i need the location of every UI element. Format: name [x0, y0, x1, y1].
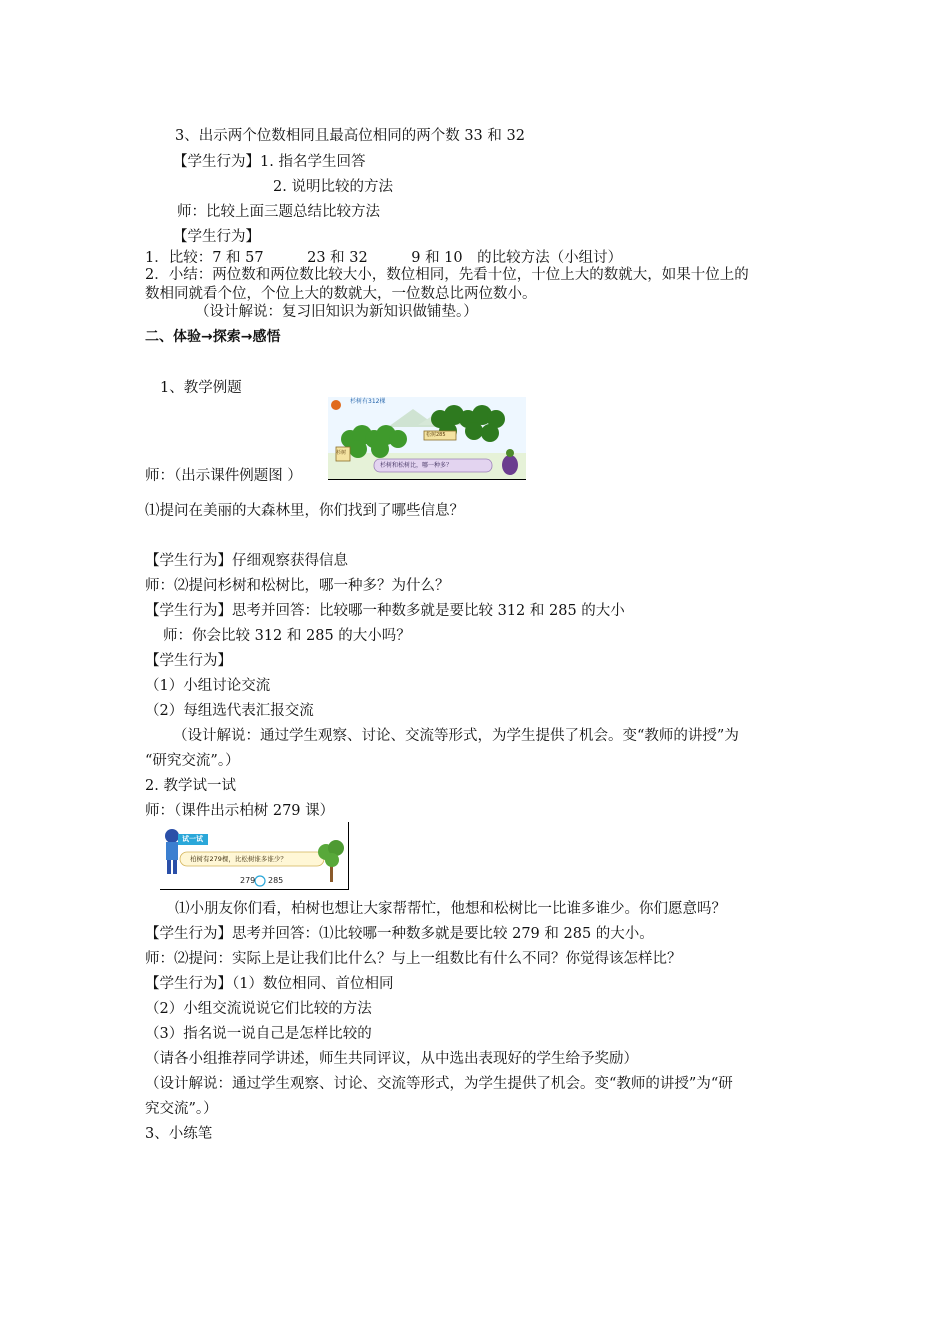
- text-line: 【学生行为】思考并回答：⑴比较哪一种数多就是要比较 279 和 285 的大小。: [145, 926, 654, 942]
- figure-underline: [328, 479, 526, 480]
- text-line: 2．小结：两位数和两位数比较大小，数位相同，先看十位，十位上大的数就大，如果十位上的: [145, 267, 749, 283]
- figure-sign-left: 杉树: [336, 450, 347, 456]
- figure-sign-right: 松树285: [426, 432, 446, 438]
- text-line: 师：你会比较 312 和 285 的大小吗？: [163, 628, 411, 644]
- text-line: （请各小组推荐同学讲述，师生共同评议，从中选出表现好的学生给予奖励）: [145, 1051, 638, 1067]
- section-heading: 二、体验→探索→感悟: [145, 329, 281, 345]
- text-line: 1．比较：7 和 57 23 和 32 9 和 10 的比较方法（小组讨）: [145, 250, 623, 266]
- try-it-figure: [160, 822, 348, 890]
- text-line: 师：（课件出示柏树 279 课）: [145, 803, 335, 819]
- text-line: 师：⑵提问：实际上是让我们比什么？与上一组数比有什么不同？你觉得该怎样比？: [145, 951, 682, 967]
- text-line: 【学生行为】: [145, 653, 232, 669]
- text-line: （2）每组选代表汇报交流: [145, 703, 314, 719]
- text-line: 师：⑵提问杉树和松树比，哪一种多？为什么？: [145, 578, 450, 594]
- text-line: 【学生行为】1. 指名学生回答: [173, 154, 366, 170]
- text-line: ⑴小朋友你们看，柏树也想让大家帮帮忙，他想和松树比一比谁多谁少。你们愿意吗？: [175, 901, 726, 917]
- try-it-question: 柏树有279棵，比松树谁多谁少？: [190, 855, 287, 863]
- text-line: （设计解说：复习旧知识为新知识做铺垫。）: [195, 304, 478, 320]
- text-line: 2. 说明比较的方法: [273, 179, 393, 195]
- text-line: （2）小组交流说说它们比较的方法: [145, 1001, 372, 1017]
- text-line: 2. 教学试一试: [145, 778, 236, 794]
- text-line: 究交流”。）: [145, 1101, 218, 1117]
- text-line: （设计解说：通过学生观察、讨论、交流等形式，为学生提供了机会。变“教师的讲授”为“研: [145, 1076, 733, 1092]
- forest-example-figure: [328, 397, 526, 479]
- try-it-tab: 试一试: [182, 835, 203, 843]
- text-line: 师：比较上面三题总结比较方法: [177, 204, 380, 220]
- figure-question-bubble: 杉树和松树比，哪一种多？: [380, 462, 453, 469]
- text-line: 数相同就看个位，个位上大的数就大，一位数总比两位数小。: [145, 286, 537, 302]
- text-line: 1、教学例题: [160, 380, 242, 396]
- text-line: 【学生行为】思考并回答：比较哪一种数多就是要比较 312 和 285 的大小: [145, 603, 625, 619]
- text-line: 【学生行为】: [173, 229, 260, 245]
- figure-top-label: 杉树有312棵: [350, 398, 386, 405]
- text-line: （设计解说：通过学生观察、讨论、交流等形式，为学生提供了机会。变“教师的讲授”为: [173, 728, 739, 744]
- figure-border-right: [348, 822, 349, 890]
- text-line: 师：（出示课件例题图 ）: [145, 468, 302, 484]
- text-line: ⑴提问在美丽的大森林里，你们找到了哪些信息？: [145, 503, 464, 519]
- text-line: “研究交流”。）: [145, 753, 240, 769]
- compare-left-value: 279: [240, 876, 256, 885]
- text-line: 3、出示两个位数相同且最高位相同的两个数 33 和 32: [175, 128, 525, 144]
- text-line: 3、小练笔: [145, 1126, 213, 1142]
- text-line: （3）指名说一说自己是怎样比较的: [145, 1026, 372, 1042]
- text-line: （1）小组讨论交流: [145, 678, 271, 694]
- text-line: 【学生行为】（1）数位相同、首位相同: [145, 976, 394, 992]
- text-line: 【学生行为】仔细观察获得信息: [145, 553, 348, 569]
- figure-border-bottom: [160, 889, 348, 890]
- compare-right-value: 285: [268, 876, 284, 885]
